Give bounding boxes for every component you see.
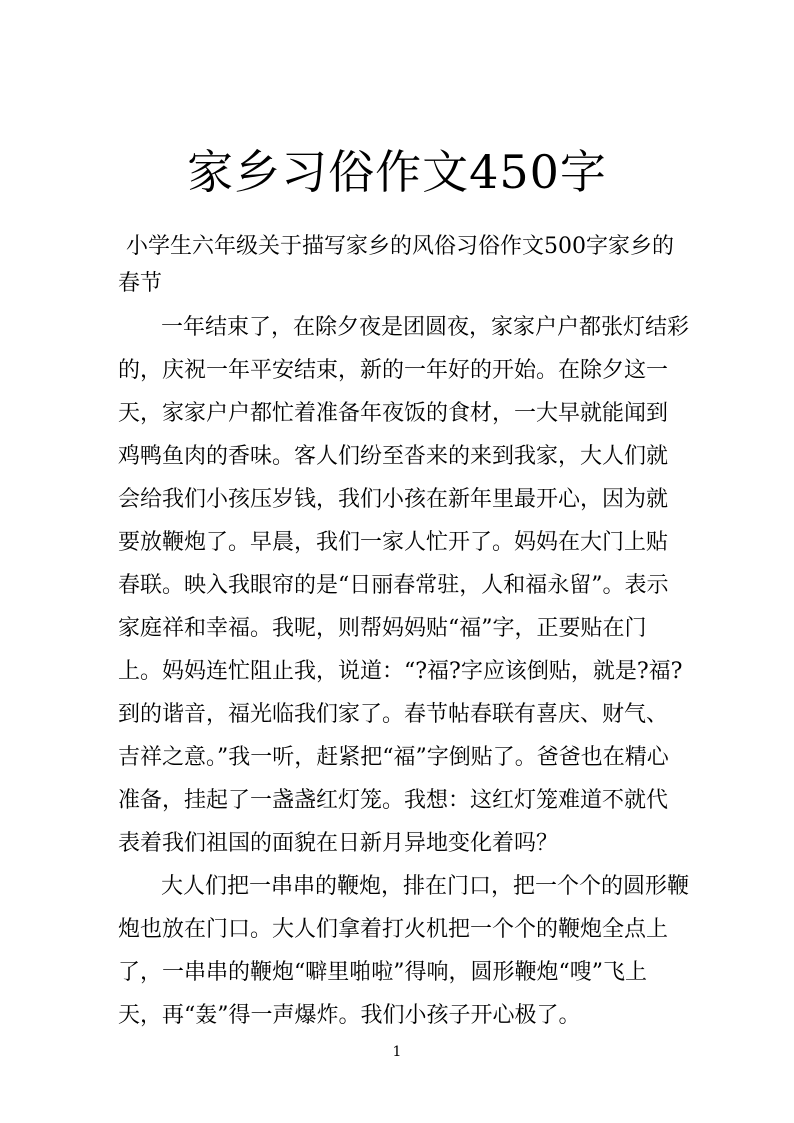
paragraph-line: 准备，挂起了一盏盏红灯笼。我想：这红灯笼难道不就代 [118,788,669,813]
paragraph-line: 春联。映入我眼帘的是“日丽春常驻，人和福永留”。表示 [118,573,669,598]
paragraph-line: 鸡鸭鱼肉的香味。客人们纷至沓来的来到我家，大人们就 [118,444,669,469]
paragraph-line: 到的谐音，福光临我们家了。春节帖春联有喜庆、财气、 [118,702,669,727]
paragraph-line: 天，再“轰”得一声爆炸。我们小孩子开心极了。 [118,1003,581,1028]
page-number: 1 [392,1044,402,1060]
paragraph-line: 表着我们祖国的面貌在日新月异地变化着吗？ [118,831,559,856]
paragraph-line: 天，家家户户都忙着准备年夜饭的食材，一大早就能闻到 [118,401,669,426]
paragraph-line: 大人们把一串串的鞭炮，排在门口，把一个个的圆形鞭 [161,874,690,899]
paragraph-line: 一年结束了，在除夕夜是团圆夜，家家户户都张灯结彩 [161,315,690,340]
document-title: 家乡习俗作文450字 [187,145,607,199]
paragraph-line: 吉祥之意。”我一听，赶紧把“福”字倒贴了。爸爸也在精心 [118,745,669,770]
subtitle-line: 春节 [118,271,163,296]
paragraph-line: 要放鞭炮了。早晨，我们一家人忙开了。妈妈在大门上贴 [118,530,669,555]
subtitle-line: 小学生六年级关于描写家乡的风俗习俗作文500字家乡的 [126,234,674,259]
paragraph-line: 家庭祥和幸福。我呢，则帮妈妈贴“福”字，正要贴在门 [118,616,647,641]
paragraph-line: 了，一串串的鞭炮“噼里啪啦”得响，圆形鞭炮“嗖”飞上 [118,960,647,985]
paragraph-line: 上。妈妈连忙阻止我，说道：“?福?字应该倒贴，就是?福? [118,659,683,684]
paragraph-line: 会给我们小孩压岁钱，我们小孩在新年里最开心，因为就 [118,487,669,512]
paragraph-line: 的，庆祝一年平安结束，新的一年好的开始。在除夕这一 [118,358,669,383]
paragraph-line: 炮也放在门口。大人们拿着打火机把一个个的鞭炮全点上 [118,917,669,942]
